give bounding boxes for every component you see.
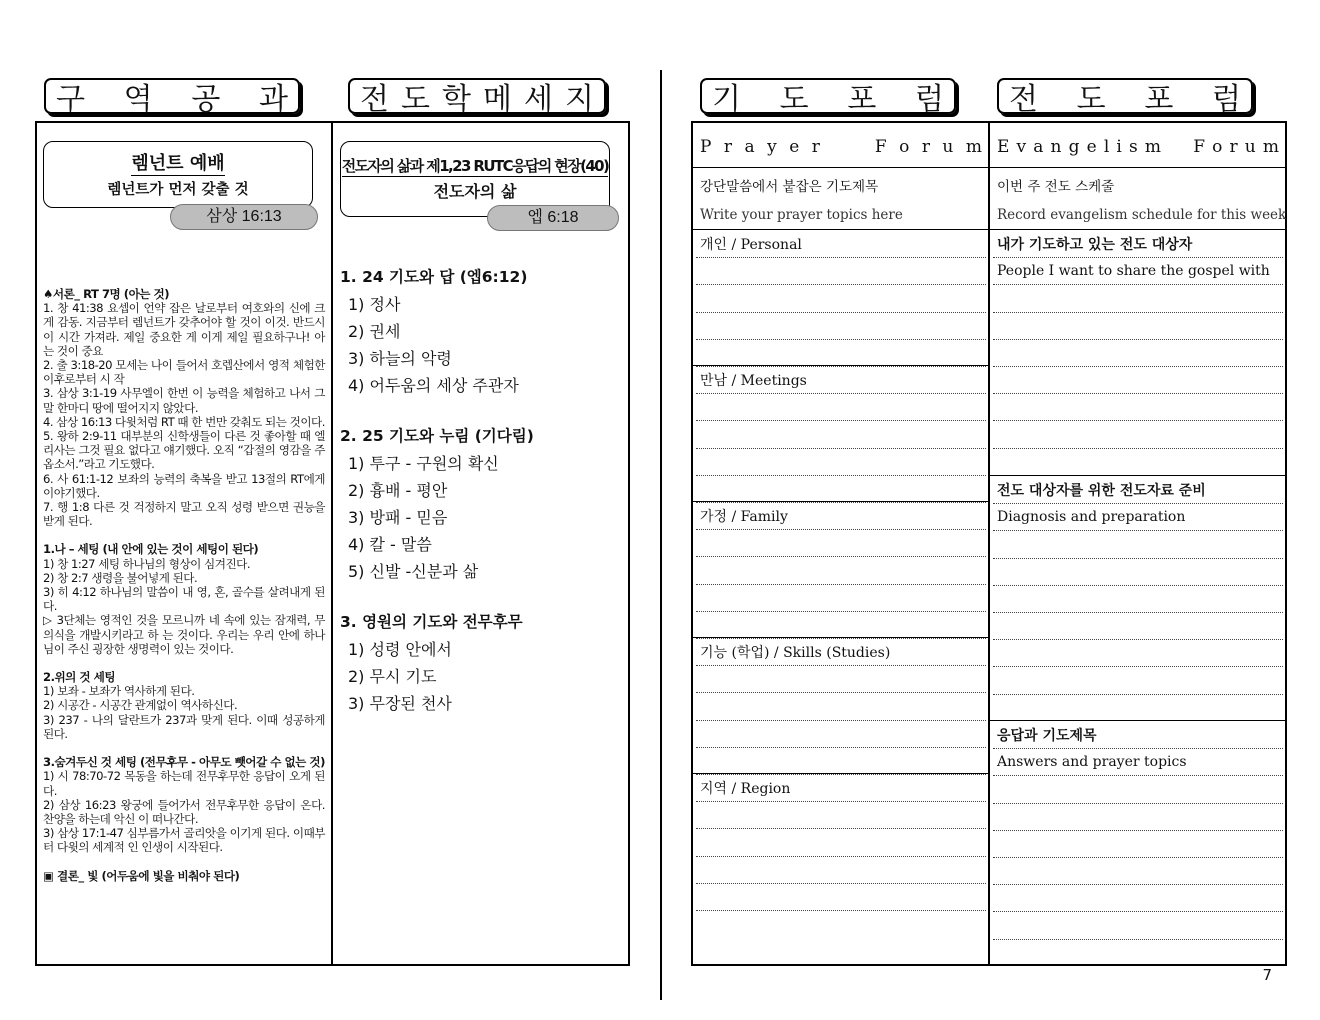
section-rule: [692, 773, 988, 774]
sermon-heading: ♠서론_ RT 7명 (아는 것): [43, 287, 170, 301]
lesson-title: 렘넌트 예배: [131, 153, 225, 174]
writing-line[interactable]: [993, 339, 1283, 340]
spacer: [43, 528, 325, 542]
writing-line[interactable]: [696, 747, 986, 748]
sermon-line: 1) 시 78:70-72 목동을 하는데 전무후무한 응답이 오게 된다.: [43, 769, 325, 798]
forum-title-char: a: [744, 137, 755, 157]
message-outline: [340, 264, 620, 717]
writing-line[interactable]: [993, 558, 1283, 559]
writing-line[interactable]: [696, 393, 986, 394]
writing-line[interactable]: [993, 612, 1283, 613]
forum-title-char: F: [1193, 137, 1205, 157]
message-title: 전도자의 삶과 제1,23 RUTC응답의 현장(40): [341, 157, 609, 175]
sermon-heading: ▣ 결론_ 빛 (어두움에 빛을 비춰야 된다): [43, 868, 240, 883]
sermon-line: 2. 출 3:18-20 모세는 나이 들어서 호렙산에서 영적 체험한 이후로부터 시 작: [43, 358, 325, 387]
forum-title-char: E: [997, 137, 1010, 157]
sermon-line: 5. 왕하 2:9-11 대부분의 신학생들이 다른 것 좋아할 때 엘리사는 그것 필요 없다고 얘기했다. 오직 “갑절의 영감을 주옵소서.”라고 기도했다.: [43, 429, 325, 472]
prayer-section-label: 지역 / Region: [700, 781, 791, 797]
header-char: 학: [442, 82, 471, 117]
writing-line[interactable]: [696, 284, 986, 285]
forum-title-char: v: [1016, 137, 1027, 157]
sermon-line: 1) 창 1:27 세팅 하나님의 형상이 심겨진다.: [43, 556, 251, 571]
prayer-section-label: 가정 / Family: [700, 509, 788, 525]
outline-item: 1) 정사: [348, 295, 401, 314]
evangelism-forum-sub-en: Record evangelism schedule for this week: [997, 207, 1287, 223]
prayer-forum-title: [700, 137, 982, 157]
writing-line[interactable]: [993, 420, 1283, 421]
header-char: 메: [483, 82, 512, 117]
writing-line[interactable]: [696, 828, 986, 829]
evangelism-section-label-kr: 내가 기도하고 있는 전도 대상자: [997, 237, 1193, 253]
right-column-divider: [988, 122, 990, 965]
header-char: 지: [565, 82, 594, 117]
forum-title-char: l: [1103, 137, 1110, 157]
forum-title-char: e: [789, 137, 800, 157]
header-char: 도: [401, 82, 430, 117]
writing-line[interactable]: [993, 639, 1283, 640]
writing-line[interactable]: [993, 257, 1283, 258]
writing-line[interactable]: [993, 884, 1283, 885]
forum-title-char: u: [942, 137, 954, 157]
header-char: 구: [56, 82, 85, 117]
writing-line[interactable]: [993, 803, 1283, 804]
sermon-line: 7. 행 1:8 다른 것 걱정하지 말고 오직 성령 받으면 권능을 받게 된다.: [43, 500, 325, 529]
forum-title-char: r: [921, 137, 930, 157]
header-char: 럼: [915, 82, 944, 117]
forum-title-char: s: [1128, 137, 1138, 157]
writing-line[interactable]: [696, 692, 986, 693]
sermon-line: 3) 237 - 나의 달란트가 237과 맞게 된다. 이때 성공하게 된다.: [43, 712, 325, 741]
sermon-line: ▷ 3단체는 영적인 것을 모르니까 네 속에 있는 잠재력, 무의식을 개발시키라고 하 는 것이다. 우리는 우리 안에 하나님이 주신 굉장한 생명력이 있는 것이다.: [43, 613, 325, 656]
prayer-section-label: 개인 / Personal: [700, 237, 802, 253]
sermon-line: 3) 삼상 17:1-47 심부름가서 골리앗을 이기게 된다. 이때부터 다윗의 세계적 인 인생이 시작된다.: [43, 826, 325, 855]
message-subtitle: 전도자의 삶: [433, 182, 517, 201]
writing-line[interactable]: [696, 312, 986, 313]
prayer-forum-sub-kr: 강단말씀에서 붙잡은 기도제목: [700, 179, 879, 195]
writing-line[interactable]: [696, 774, 986, 775]
writing-line[interactable]: [993, 911, 1283, 912]
prayer-section-label: 만남 / Meetings: [700, 373, 807, 389]
sermon-line: 2) 창 2:7 생령을 불어넣게 된다.: [43, 570, 198, 585]
header-char: 과: [259, 82, 288, 117]
prayer-forum-header: [700, 78, 956, 117]
forum-title-char: i: [1116, 137, 1122, 157]
outline-item: 4) 칼 - 말씀: [348, 535, 432, 554]
evangelism-section-label-kr: 응답과 기도제목: [997, 728, 1097, 744]
outline-section: [340, 264, 620, 399]
writing-line[interactable]: [993, 830, 1283, 831]
outline-item: 3) 무장된 천사: [348, 694, 452, 713]
writing-line[interactable]: [993, 666, 1283, 667]
writing-line[interactable]: [696, 420, 986, 421]
outline-heading: 2. 25 기도와 누림 (기다림): [340, 427, 534, 445]
writing-line[interactable]: [696, 502, 986, 503]
outline-section: [340, 423, 620, 585]
outline-item: 2) 흉배 - 평안: [348, 481, 448, 500]
lesson-sermon-notes: [43, 287, 325, 883]
lesson-subtitle: 렘넌트가 먼저 갖출 것: [107, 182, 249, 198]
header-char: 럼: [1212, 82, 1241, 117]
sermon-line: 1. 창 41:38 요셉이 언약 잡은 날로부터 여호와의 신에 크게 감동. 지금부터 렘넌트가 갖추어야 할 것이 이것. 반드시 이 시간 가져라. 제일 중요한 게 이게 제일 필요하구나! 아는 것이 중요: [43, 301, 325, 358]
writing-line[interactable]: [993, 857, 1283, 858]
section-rule: [692, 637, 988, 638]
writing-line[interactable]: [993, 939, 1283, 940]
outline-section: [340, 609, 620, 717]
header-char: 공: [191, 82, 221, 117]
forum-title-char: P: [700, 137, 712, 157]
header-char: 포: [847, 82, 877, 117]
writing-line[interactable]: [696, 556, 986, 557]
evangelism-section-label-en: Answers and prayer topics: [997, 754, 1187, 770]
outline-item: 2) 무시 기도: [348, 667, 437, 686]
writing-line[interactable]: [993, 284, 1283, 285]
forum-title-char: e: [1086, 137, 1097, 157]
sermon-line: 4. 삼상 16:13 다윗처럼 RT 때 한 번만 갖춰도 되는 것이다.: [43, 414, 325, 429]
outline-item: 3) 하늘의 악령: [348, 349, 452, 368]
sermon-heading: 3.숨겨두신 것 세팅 (전무후무 - 아무도 뺏어갈 수 없는 것): [43, 755, 325, 770]
section-rule: [989, 720, 1286, 721]
forum-title-char: r: [1229, 137, 1238, 157]
lesson-verse-badge: 삼상 16:13: [170, 204, 318, 230]
section-rule: [692, 501, 988, 502]
writing-line[interactable]: [993, 748, 1283, 749]
evangelism-forum-title: [997, 137, 1279, 157]
section-rule: [989, 475, 1286, 476]
outline-heading: 1. 24 기도와 답 (엡6:12): [340, 268, 528, 286]
writing-line[interactable]: [696, 611, 986, 612]
header-char: 세: [524, 82, 553, 117]
writing-line[interactable]: [696, 665, 986, 666]
writing-line[interactable]: [993, 312, 1283, 313]
forum-title-char: a: [1033, 137, 1044, 157]
outline-item: 1) 투구 - 구원의 확신: [348, 454, 499, 473]
lesson-title-box: [43, 141, 313, 208]
writing-line[interactable]: [696, 910, 986, 911]
evangelism-section-label-kr: 전도 대상자를 위한 전도자료 준비: [997, 483, 1206, 499]
forum-title-char: r: [811, 137, 820, 157]
writing-line[interactable]: [696, 801, 986, 802]
outline-item: 1) 성령 안에서: [348, 640, 452, 659]
forum-title-char: r: [723, 137, 733, 157]
header-char: 전: [360, 82, 389, 117]
left-column-divider: [331, 122, 333, 965]
writing-line[interactable]: [993, 448, 1283, 449]
forum-subheading-rule: [692, 229, 1286, 230]
evangelism-section-label-en: Diagnosis and preparation: [997, 509, 1186, 525]
message-header: [348, 78, 606, 117]
writing-line[interactable]: [696, 856, 986, 857]
sermon-heading: 2.위의 것 세팅: [43, 670, 116, 685]
evangelism-forum-sub-kr: 이번 주 전도 스케줄: [997, 179, 1115, 195]
page-divider: [660, 70, 662, 1000]
writing-line[interactable]: [696, 257, 986, 258]
forum-title-char: m: [965, 137, 982, 157]
lesson-header: [44, 78, 300, 117]
writing-line[interactable]: [993, 366, 1283, 367]
evangelism-section-label-en: People I want to share the gospel with: [997, 263, 1270, 279]
forum-title-char: m: [1144, 137, 1161, 157]
prayer-section-label: 기능 (학업) / Skills (Studies): [700, 645, 891, 661]
writing-line[interactable]: [696, 720, 986, 721]
header-char: 포: [1144, 82, 1174, 117]
header-char: 기: [712, 82, 741, 117]
header-char: 전: [1009, 82, 1038, 117]
outline-item: 4) 어두움의 세상 주관자: [348, 376, 519, 395]
sermon-line: 3) 히 4:12 하나님의 말씀이 내 영, 혼, 골수를 살려내게 된다.: [43, 585, 325, 614]
writing-line[interactable]: [696, 584, 986, 585]
writing-line[interactable]: [993, 503, 1283, 504]
forum-title-char: F: [874, 137, 887, 157]
sermon-line: 2) 시공간 - 시공간 관계없이 역사하신다.: [43, 698, 238, 713]
forum-title-char: u: [1244, 137, 1256, 157]
forum-title-char: n: [1050, 137, 1062, 157]
writing-line[interactable]: [696, 883, 986, 884]
writing-line[interactable]: [696, 529, 986, 530]
outline-heading: 3. 영원의 기도와 전무후무: [340, 613, 523, 631]
writing-line[interactable]: [696, 638, 986, 639]
writing-line[interactable]: [696, 339, 986, 340]
header-char: 역: [123, 82, 153, 117]
writing-line[interactable]: [993, 694, 1283, 695]
spacer: [43, 855, 325, 869]
sermon-line: 6. 사 61:1-12 보좌의 능력의 축복을 받고 13절의 RT에게 이야기했다.: [43, 471, 325, 500]
prayer-forum-sub-en: Write your prayer topics here: [700, 207, 903, 223]
writing-line[interactable]: [696, 475, 986, 476]
sermon-line: 1) 보좌 - 보좌가 역사하게 된다.: [43, 684, 195, 699]
page-number: 7: [1262, 966, 1272, 984]
writing-line[interactable]: [696, 366, 986, 367]
writing-line[interactable]: [993, 393, 1283, 394]
spacer: [43, 656, 325, 670]
writing-line[interactable]: [993, 530, 1283, 531]
forum-heading-rule: [692, 167, 1286, 168]
section-rule: [692, 365, 988, 366]
forum-title-char: y: [767, 137, 777, 157]
header-char: 도: [779, 82, 809, 117]
writing-line[interactable]: [993, 585, 1283, 586]
evangelism-forum-header: [997, 78, 1253, 117]
header-char: 도: [1076, 82, 1106, 117]
message-verse-badge: 엡 6:18: [487, 205, 619, 231]
outline-item: 3) 방패 - 믿음: [348, 508, 448, 527]
sermon-line: 2) 삼상 16:23 왕궁에 들어가서 전무후무한 응답이 온다. 찬양을 하는데 악신 이 떠나간다.: [43, 797, 325, 826]
sermon-heading: 1.나 – 세팅 (내 안에 있는 것이 세팅이 된다): [43, 542, 259, 557]
forum-title-char: m: [1262, 137, 1279, 157]
sermon-line: 3. 삼상 3:1-19 사무엘이 한번 이 능력을 체험하고 나서 그 말 한마디 땅에 떨어지지 않았다.: [43, 386, 325, 415]
spacer: [43, 741, 325, 755]
forum-title-char: g: [1068, 137, 1080, 157]
outline-item: 2) 권세: [348, 322, 401, 341]
writing-line[interactable]: [993, 775, 1283, 776]
writing-line[interactable]: [696, 448, 986, 449]
forum-title-char: o: [1212, 137, 1223, 157]
forum-title-char: o: [899, 137, 910, 157]
outline-item: 5) 신발 -신분과 삶: [348, 562, 479, 581]
